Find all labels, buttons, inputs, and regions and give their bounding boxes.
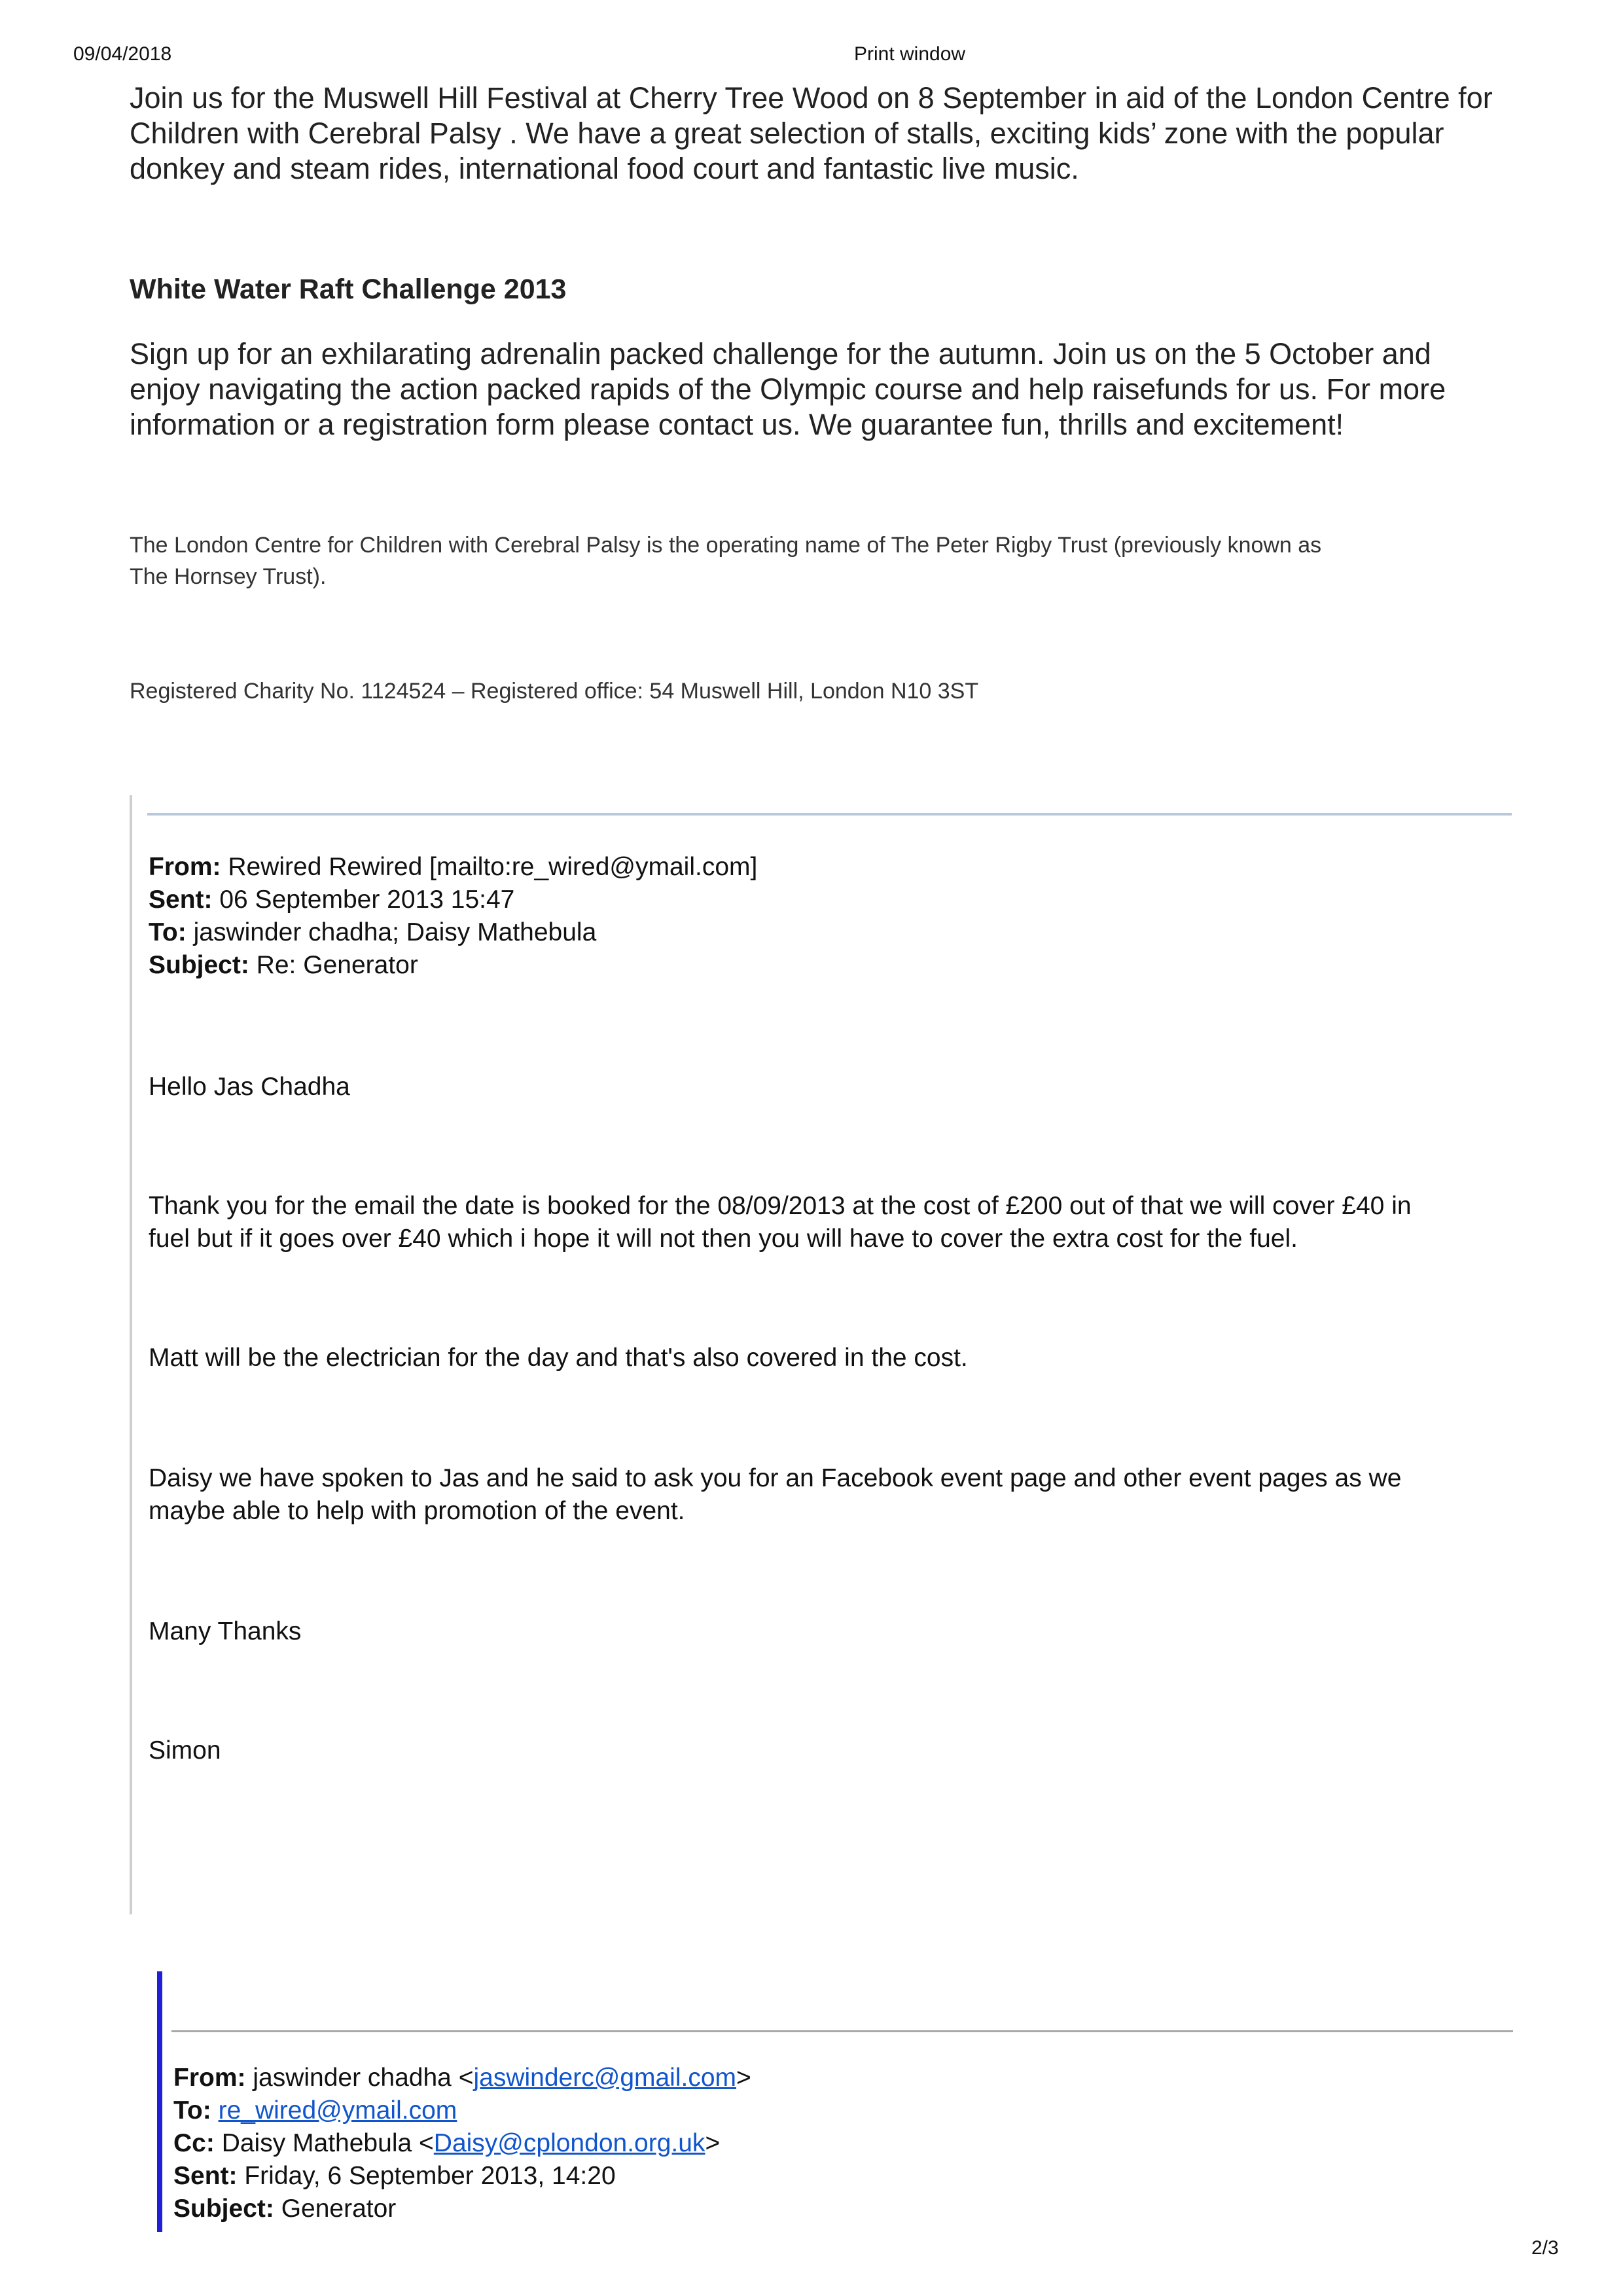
email1-paragraph-facebook	[149, 1462, 1401, 1528]
email1-header	[149, 851, 757, 982]
email2-header	[173, 2062, 751, 2225]
email1-signature: Simon	[149, 1736, 221, 1765]
print-window-title: Print window	[854, 43, 966, 65]
email2-to-link[interactable]: re_wired@ymail.com	[218, 2096, 457, 2125]
quote-separator-nested	[171, 2030, 1513, 2032]
text-line: Thank you for the email the date is booked for the 08/09/2013 at the cost of £200 out of that we will cover £40 in	[149, 1192, 1412, 1220]
text-line: The London Centre for Children with Cerebral Palsy is the operating name of The Peter Rigby Trust (previously known as	[130, 533, 1322, 558]
email2-subject: Subject: Generator	[173, 2195, 397, 2223]
email1-subject: Subject: Re: Generator	[149, 951, 418, 979]
quote-separator	[147, 813, 1512, 816]
email1-from: From: Rewired Rewired [mailto:re_wired@ymail.com]	[149, 853, 758, 881]
text-line: Sign up for an exhilarating adrenalin packed challenge for the autumn. Join us on the 5 October and	[130, 337, 1431, 370]
email2-from: From: jaswinder chadha <jaswinderc@gmail.com>	[173, 2064, 751, 2092]
text-line: Children with Cerebral Palsy . We have a great selection of stalls, exciting kids’ zone with the popular	[130, 117, 1444, 150]
festival-paragraph	[130, 81, 1493, 187]
page-number: 2/3	[1531, 2237, 1559, 2259]
text-line: Join us for the Muswell Hill Festival at Cherry Tree Wood on 8 September in aid of the London Centre for	[130, 81, 1493, 115]
email2-cc: Cc: Daisy Mathebula <Daisy@cplondon.org.uk>	[173, 2129, 721, 2157]
raft-heading: White Water Raft Challenge 2013	[130, 274, 567, 305]
email1-paragraph-booking	[149, 1190, 1412, 1255]
operating-name-note	[130, 529, 1321, 592]
email1-sent: Sent: 06 September 2013 15:47	[149, 886, 515, 914]
email1-closing: Many Thanks	[149, 1617, 302, 1645]
email2-sent: Sent: Friday, 6 September 2013, 14:20	[173, 2162, 616, 2190]
text-line: enjoy navigating the action packed rapids of the Olympic course and help raisefunds for us. For more	[130, 372, 1446, 406]
email2-to: To: re_wired@ymail.com	[173, 2096, 457, 2125]
text-line: information or a registration form please contact us. We guarantee fun, thrills and excitement!	[130, 408, 1344, 441]
print-date: 09/04/2018	[73, 43, 172, 65]
quote-border	[130, 795, 132, 1914]
text-line: donkey and steam rides, international food court and fantastic live music.	[130, 152, 1079, 185]
email1-greeting: Hello Jas Chadha	[149, 1073, 350, 1101]
email2-from-link[interactable]: jaswinderc@gmail.com	[473, 2064, 737, 2092]
text-line: Daisy we have spoken to Jas and he said to ask you for an Facebook event page and other event pages as we	[149, 1464, 1402, 1492]
text-line: maybe able to help with promotion of the event.	[149, 1497, 685, 1525]
raft-paragraph	[130, 336, 1446, 442]
email1-to: To: jaswinder chadha; Daisy Mathebula	[149, 918, 597, 946]
email1-paragraph-electrician: Matt will be the electrician for the day and that's also covered in the cost.	[149, 1344, 968, 1372]
text-line: fuel but if it goes over £40 which i hope it will not then you will have to cover the extra cost for the fuel.	[149, 1225, 1298, 1253]
email2-cc-link[interactable]: Daisy@cplondon.org.uk	[433, 2129, 705, 2157]
text-line: The Hornsey Trust).	[130, 564, 327, 589]
registered-charity-note: Registered Charity No. 1124524 – Registered office: 54 Muswell Hill, London N10 3ST	[130, 679, 979, 704]
quote-border-nested	[157, 1971, 162, 2232]
